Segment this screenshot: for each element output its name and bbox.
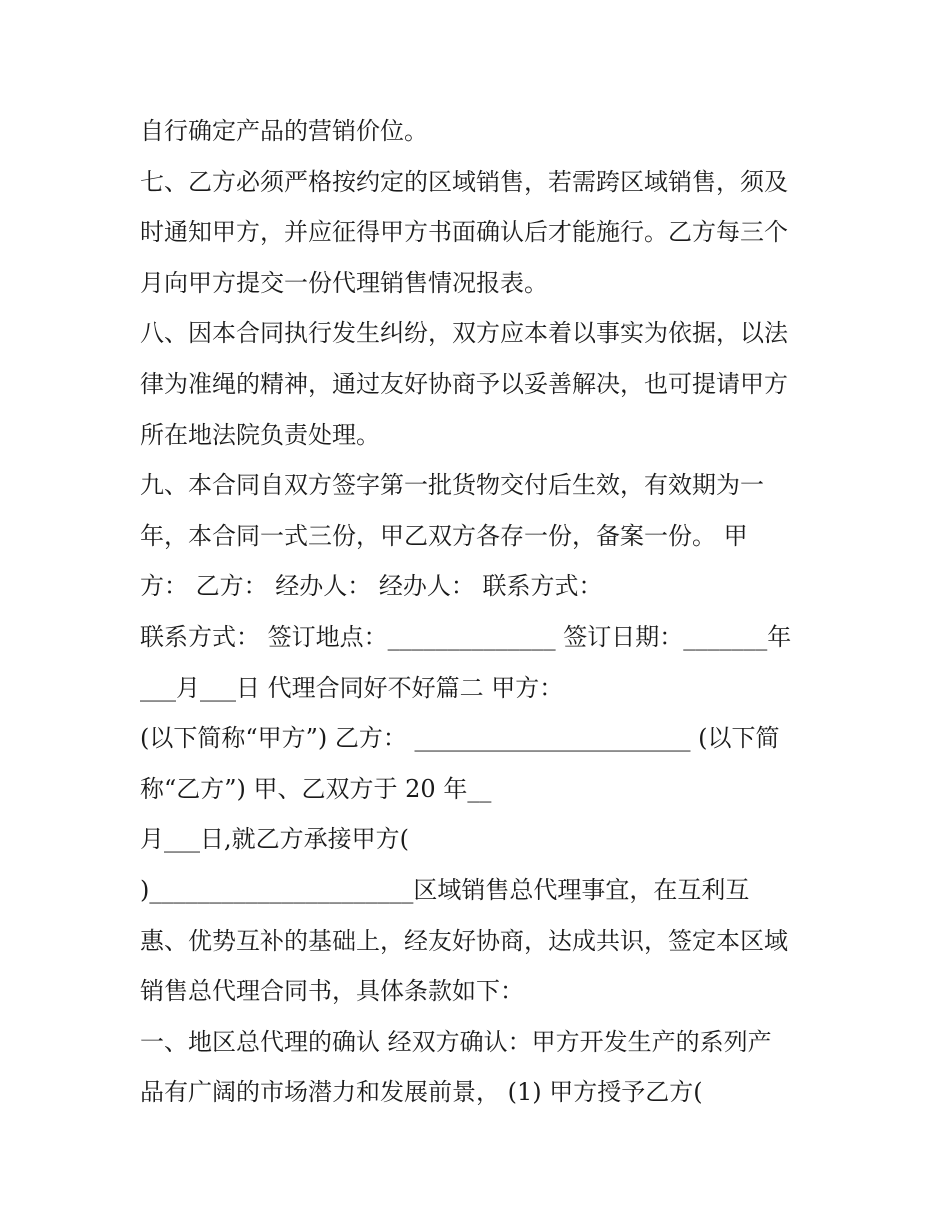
text-line: 方： 乙方： 经办人： 经办人： 联系方式： xyxy=(140,572,603,601)
text-line: ___月___日 代理合同好不好篇二 甲方： xyxy=(140,673,564,702)
text-line: 惠、优势互补的基础上，经友好协商，达成共识，签定本区域 xyxy=(140,926,788,955)
text-line: 联系方式： 签订地点：______________ 签订日期：_______年 xyxy=(140,622,792,651)
text-line: (以下简称“甲方”) 乙方： _______________________ (以下简 xyxy=(140,724,780,753)
text-line: 一、地区总代理的确认 经双方确认：甲方开发生产的系列产 xyxy=(140,1027,772,1056)
text-line: 品有广阔的市场潜力和发展前景， (1) 甲方授予乙方( xyxy=(140,1078,703,1107)
text-line: 月向甲方提交一份代理销售情况报表。 xyxy=(140,268,548,297)
text-line: 月___日,就乙方承接甲方( xyxy=(140,825,409,854)
text-line: 称“乙方”) 甲、乙双方于 20 年__ xyxy=(140,774,492,803)
text-line: 年，本合同一式三份，甲乙双方各存一份，备案一份。 甲 xyxy=(140,521,748,550)
text-line: 八、因本合同执行发生纠纷，双方应本着以事实为依据，以法 xyxy=(140,319,788,348)
text-line: )______________________区域销售总代理事宜，在互利互 xyxy=(140,875,750,904)
text-line: 所在地法院负责处理。 xyxy=(140,420,380,449)
text-line: 九、本合同自双方签字第一批货物交付后生效，有效期为一 xyxy=(140,471,764,500)
text-line: 时通知甲方，并应征得甲方书面确认后才能施行。乙方每三个 xyxy=(140,218,788,247)
text-line: 七、乙方必须严格按约定的区域销售，若需跨区域销售，须及 xyxy=(140,167,788,196)
text-line: 律为准绳的精神，通过友好协商予以妥善解决，也可提请甲方 xyxy=(140,369,788,398)
document-body xyxy=(140,106,830,1118)
text-line: 自行确定产品的营销价位。 xyxy=(140,117,428,145)
text-line: 销售总代理合同书，具体条款如下： xyxy=(140,977,524,1006)
